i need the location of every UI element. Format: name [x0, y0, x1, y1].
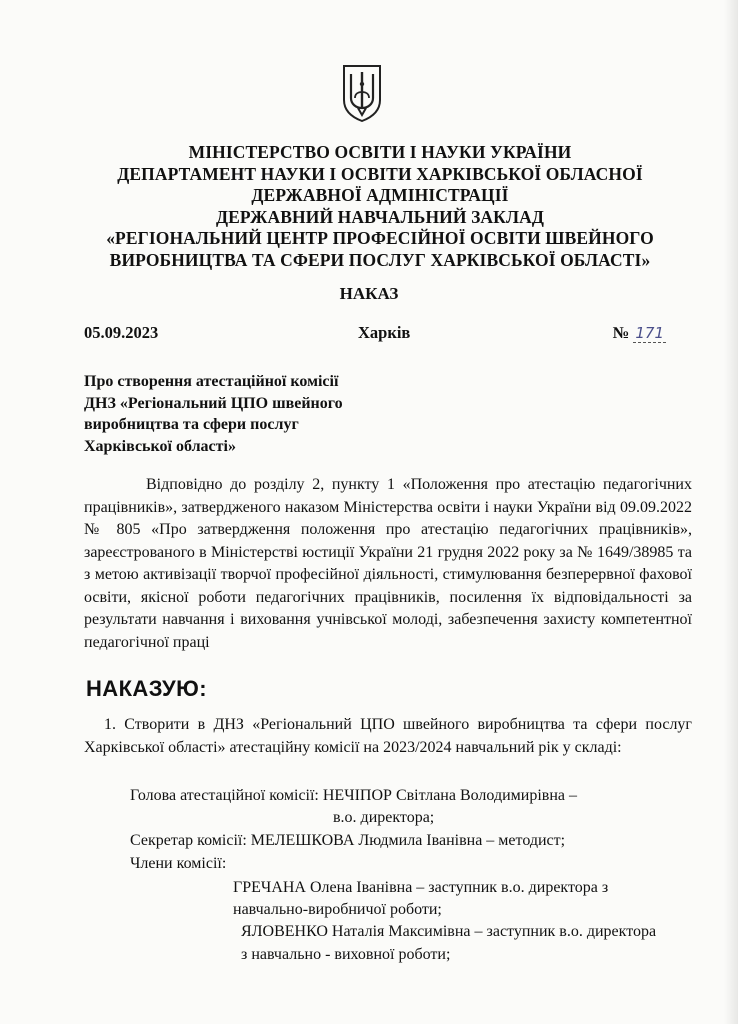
subject-line: Харківської області» — [84, 437, 236, 455]
page-edge-shadow — [724, 0, 738, 1024]
header-line: ДЕРЖАВНОЇ АДМІНІСТРАЦІЇ — [251, 185, 509, 205]
commission-member-2-role: з навчально - виховної роботи; — [241, 946, 451, 963]
order-number-label: № — [612, 323, 630, 342]
preamble-paragraph: Відповідно до розділу 2, пункту 1 «Положення про атестацію педагогічних працівників», затвердженого наказом Міністерства освіти і науки України від 09.09.2022 № 805 «Про затвердження положення про атестацію педагогічних працівників», зареєстрованого в Міністерстві юстиції України 21 грудня 2022 року за № 1649/38985 та з метою активізації творчої професійної діяльності, стимулювання безперервної фахової освіти, якісної роботи педагогічних працівників, посилення їх відповідальності за результати навчання і виховання учнівської молоді, забезпечення захисту компетентної педагогічної праці — [84, 476, 692, 651]
commission-member-2: ЯЛОВЕНКО Наталія Максимівна – заступник в.о. директора — [241, 923, 657, 940]
subject-line: ДНЗ «Регіональний ЦПО швейного — [84, 394, 343, 412]
commission-chair-role: в.о. директора; — [333, 809, 435, 826]
order-date: 05.09.2023 — [84, 323, 159, 342]
commission-members-label: Члени комісії: — [130, 855, 227, 872]
order-item-1: 1. Створити в ДНЗ «Регіональний ЦПО швейного виробництва та сфери послуг Харківської області» атестаційну комісії на 2023/2024 навчальний рік у складі: — [84, 716, 692, 756]
commission-chair: Голова атестаційної комісії: НЕЧІПОР Світлана Володимирівна – — [130, 787, 577, 804]
order-number — [613, 323, 666, 343]
header-line: «РЕГІОНАЛЬНИЙ ЦЕНТР ПРОФЕСІЙНОЇ ОСВІТИ ШВЕЙНОГО — [106, 228, 654, 248]
subject-line: виробництва та сфери послуг — [84, 416, 299, 433]
order-subject — [84, 371, 384, 457]
trident-emblem-icon — [340, 64, 384, 122]
header-line: ДЕРЖАВНИЙ НАВЧАЛЬНИЙ ЗАКЛАД — [216, 206, 544, 227]
ministry-header — [60, 142, 700, 271]
order-title: НАКАЗ — [339, 284, 399, 303]
order-city: Харків — [358, 323, 411, 342]
order-meta-row — [84, 323, 666, 345]
header-line: ДЕПАРТАМЕНТ НАУКИ І ОСВІТИ ХАРКІВСЬКОЇ ОБЛАСНОЇ — [117, 163, 643, 184]
header-line: ВИРОБНИЦТВА ТА СФЕРИ ПОСЛУГ ХАРКІВСЬКОЇ ОБЛАСТІ» — [109, 249, 651, 270]
subject-line: Про створення атестаційної комісії — [84, 373, 339, 390]
order-number-value: 171 — [635, 324, 664, 342]
commission-secretary: Секретар комісії: МЕЛЕШКОВА Людмила Іванівна – методист; — [130, 832, 566, 849]
header-line: МІНІСТЕРСТВО ОСВІТИ І НАУКИ УКРАЇНИ — [188, 142, 572, 162]
commission-member-1: ГРЕЧАНА Олена Іванівна – заступник в.о. директора з — [233, 879, 609, 896]
order-heading: НАКАЗУЮ: — [86, 676, 207, 701]
commission-member-1-role: навчально-виробничої роботи; — [233, 901, 442, 918]
